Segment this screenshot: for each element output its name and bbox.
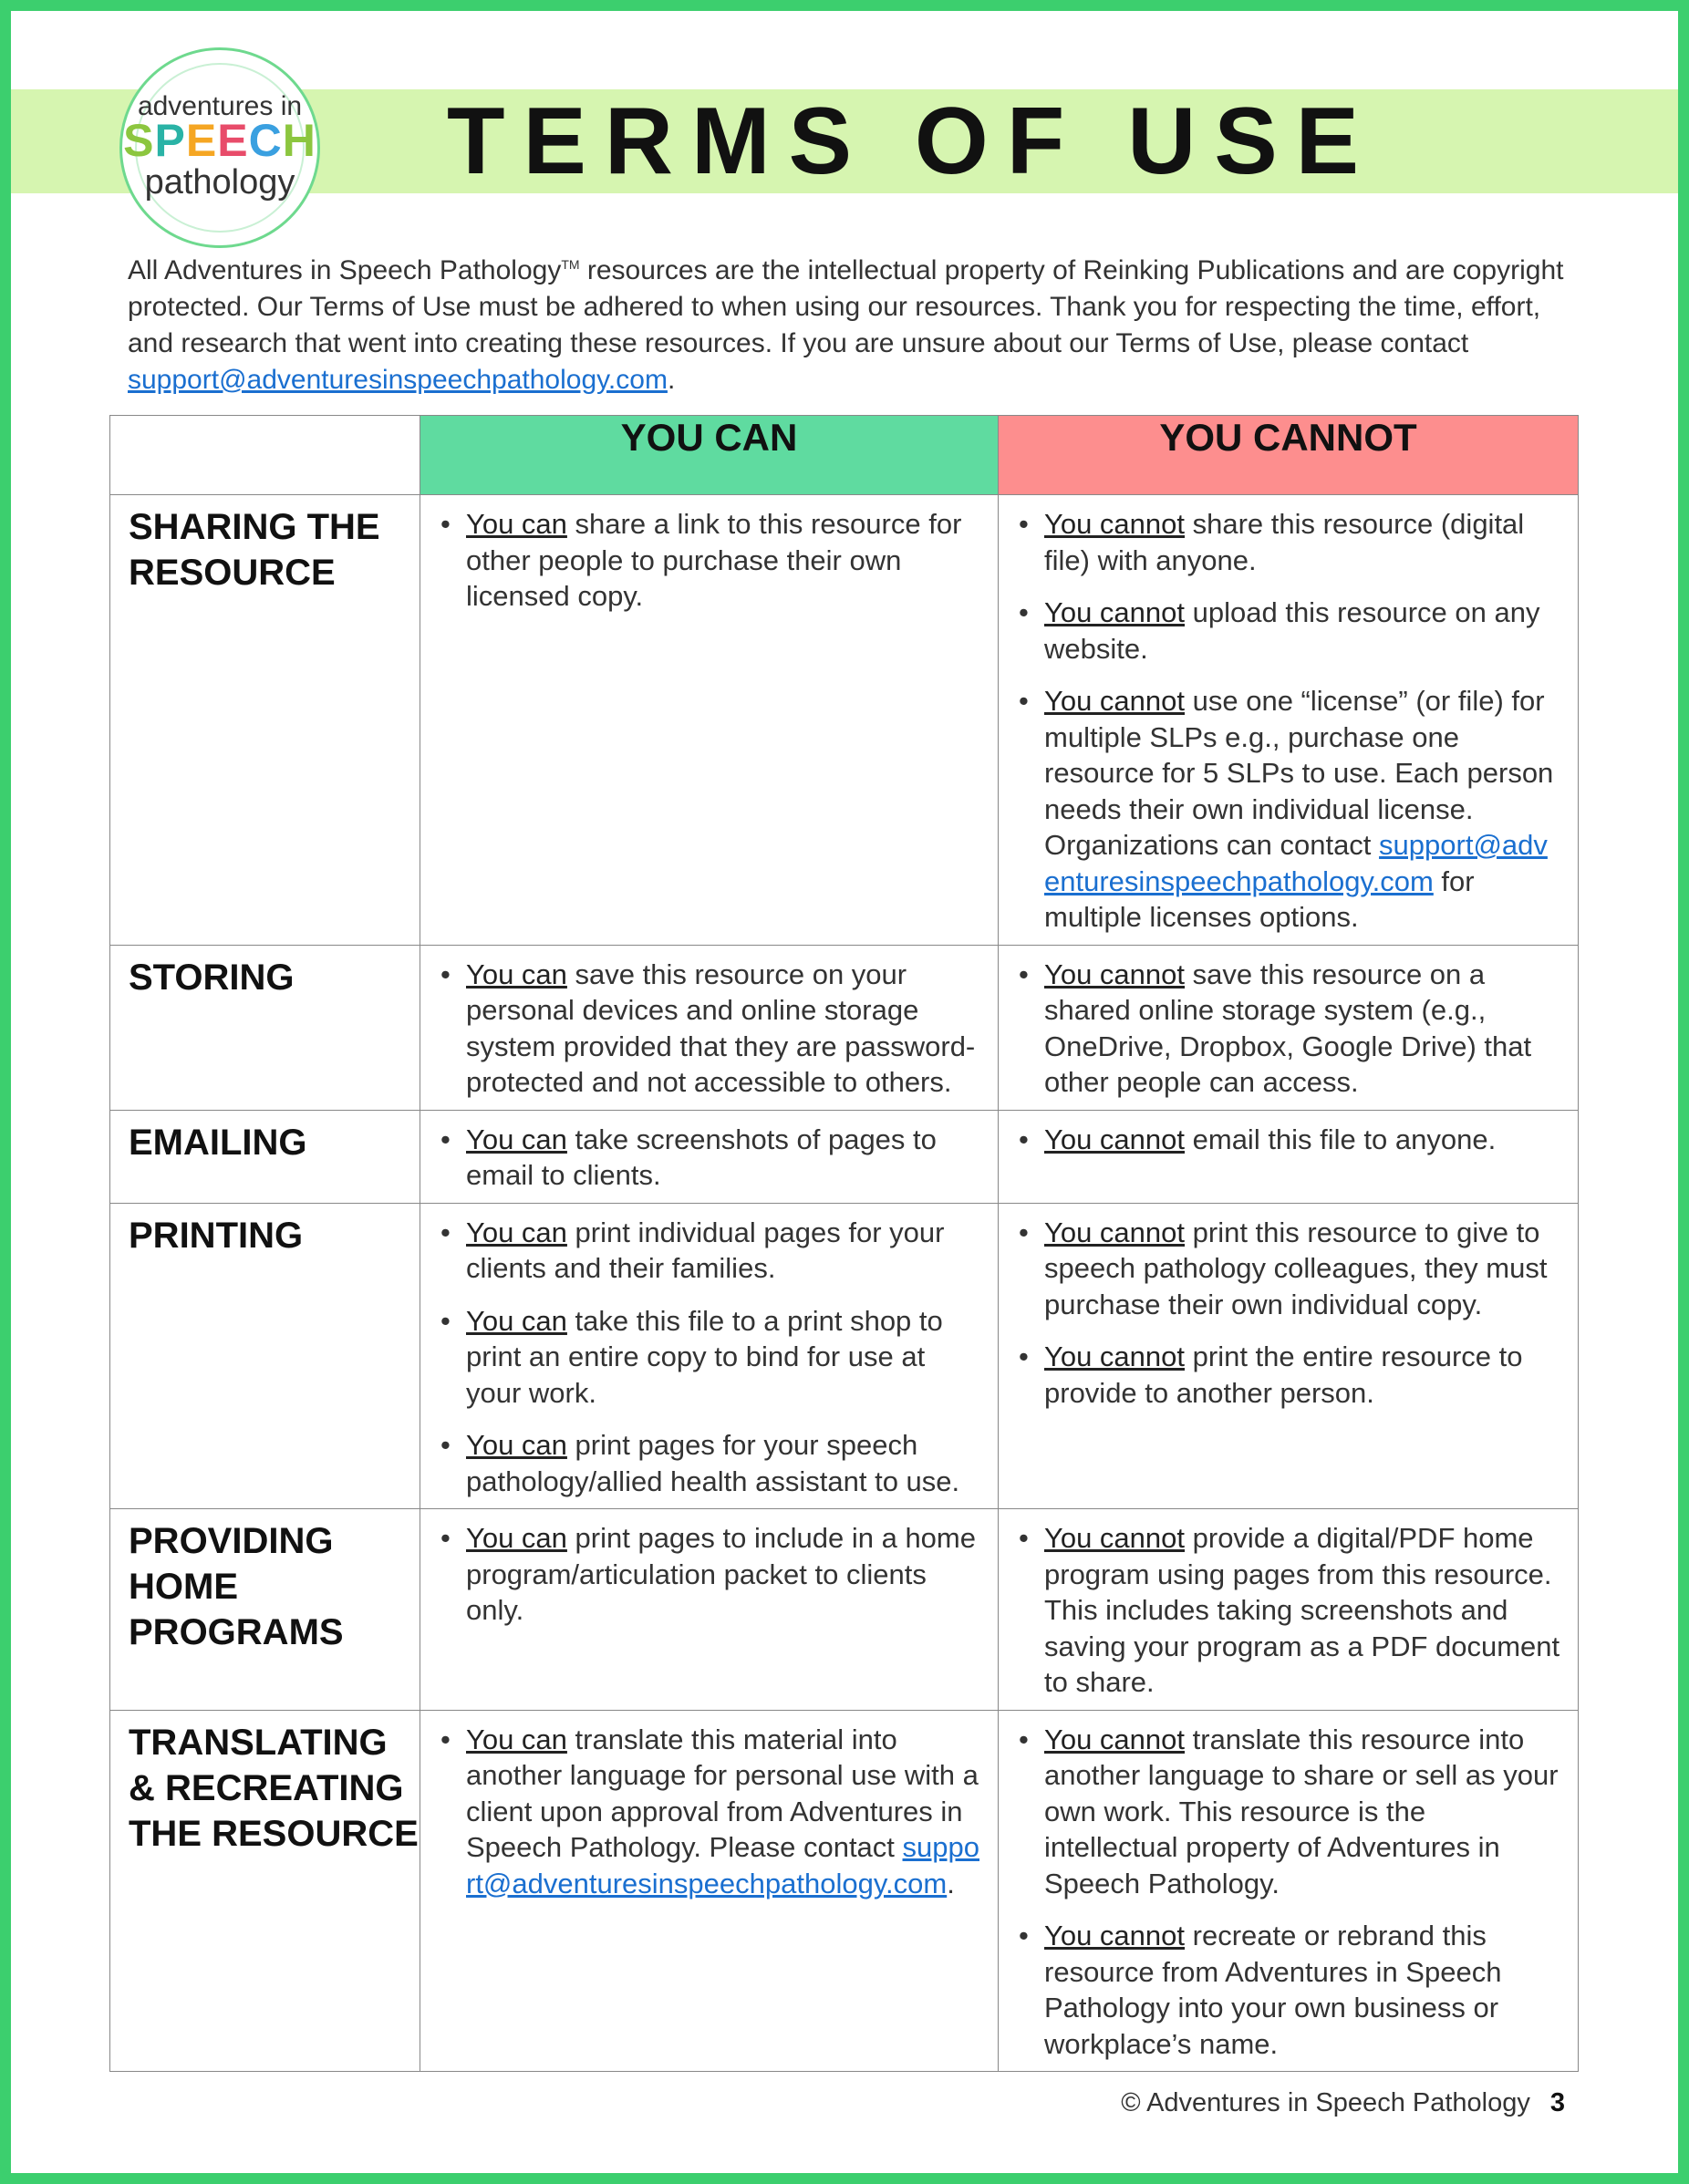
- cell-you-can: [420, 495, 999, 946]
- item-text: share this resource (digital file) with anyone.: [1044, 508, 1525, 576]
- cell-you-cannot: [999, 495, 1579, 946]
- list-item: [1017, 595, 1563, 667]
- support-email-link[interactable]: support@adventuresinspeechpathology.com: [128, 365, 668, 395]
- item-lead: You cannot: [1044, 1216, 1186, 1248]
- item-lead: You can: [466, 957, 567, 990]
- item-text: email this file to anyone.: [1185, 1123, 1497, 1155]
- item-lead: You cannot: [1044, 685, 1186, 717]
- cell-you-can: [420, 945, 999, 1110]
- logo-letter: P: [154, 115, 186, 166]
- item-lead: You can: [466, 1123, 567, 1155]
- page-number: 3: [1549, 2088, 1565, 2117]
- bullet-list: [999, 495, 1578, 945]
- item-lead: You can: [466, 1522, 567, 1554]
- item-text: save this resource on a shared online storage system (e.g., OneDrive, Dropbox, Google Drive) that other people can access.: [1044, 957, 1532, 1098]
- header-blank-cell: [110, 416, 420, 495]
- row-category: PRINTING: [110, 1203, 420, 1509]
- bullet-list: [420, 495, 998, 624]
- cell-you-can: [420, 1110, 999, 1203]
- page-footer: [1121, 2088, 1565, 2118]
- bullet-list: [420, 1509, 998, 1638]
- bullet-list: [420, 946, 998, 1110]
- row-category: PROVIDING HOME PROGRAMS: [110, 1509, 420, 1711]
- trademark-mark: TM: [561, 257, 580, 272]
- logo-text-top: adventures in: [137, 91, 303, 121]
- cell-you-can: [420, 1509, 999, 1711]
- bullet-list: [420, 1111, 998, 1203]
- item-tail: .: [947, 1867, 955, 1899]
- item-lead: You cannot: [1044, 508, 1186, 540]
- table-row: [110, 945, 1579, 1110]
- item-lead: You can: [466, 1429, 567, 1461]
- cell-you-cannot: [999, 1203, 1579, 1509]
- item-lead: You cannot: [1044, 1723, 1186, 1755]
- row-category: SHARING THE RESOURCE: [110, 495, 420, 946]
- item-text: translate this material into another language for personal use with a client upon approval from Adventures in Speech Pathology. Please contact: [466, 1723, 979, 1863]
- brand-logo: [119, 47, 320, 248]
- list-item: [1017, 1122, 1563, 1158]
- intro-end: .: [667, 365, 676, 395]
- list-item: [439, 1427, 983, 1499]
- table-row: [110, 1110, 1579, 1203]
- item-text: print pages to include in a home program/articulation packet to clients only.: [466, 1522, 976, 1626]
- list-item: [1017, 1520, 1563, 1701]
- item-text: print this resource to give to speech pathology colleagues, they must purchase their own individual copy.: [1044, 1216, 1548, 1320]
- list-item: [439, 1215, 983, 1287]
- header-you-can: YOU CAN: [420, 416, 999, 495]
- item-lead: You can: [466, 1216, 567, 1248]
- list-item: [1017, 506, 1563, 578]
- list-item: [439, 957, 983, 1101]
- row-category: STORING: [110, 945, 420, 1110]
- support-email-link[interactable]: support@adventuresinspeechpathology.com: [466, 1831, 979, 1899]
- row-category: TRANSLATING & RECREATING THE RESOURCE: [110, 1710, 420, 2072]
- logo-text-bottom: pathology: [144, 163, 295, 202]
- item-lead: You cannot: [1044, 1123, 1186, 1155]
- table-row: [110, 495, 1579, 946]
- intro-text-cont: resources are the intellectual property of Reinking Publications and are copyright protected. Our Terms of Use must be adhered to when using our resources. Thank you for respecting the time, effort, and research that went into creating these resources. If you are unsure about our Terms of Use, please contact: [128, 255, 1564, 358]
- item-text: upload this resource on any website.: [1044, 596, 1540, 665]
- item-lead: You can: [466, 508, 567, 540]
- intro-text: All Adventures in Speech Pathology: [128, 255, 562, 285]
- item-text: print the entire resource to provide to another person.: [1044, 1340, 1523, 1409]
- cell-you-cannot: [999, 1509, 1579, 1711]
- item-lead: You cannot: [1044, 957, 1186, 990]
- list-item: [439, 1303, 983, 1412]
- cell-you-can: [420, 1203, 999, 1509]
- logo-letter: E: [185, 115, 218, 166]
- item-text: save this resource on your personal devices and online storage system provided that they are password-protected and not accessible to others.: [466, 957, 976, 1098]
- item-lead: You cannot: [1044, 1522, 1186, 1554]
- table-row: [110, 1710, 1579, 2072]
- item-text: use one “license” (or file) for multiple SLPs e.g., purchase one resource for 5 SLPs to use. Each person needs their own individual license. Organizations can contact: [1044, 685, 1554, 861]
- cell-you-cannot: [999, 945, 1579, 1110]
- item-lead: You cannot: [1044, 1340, 1186, 1372]
- intro-paragraph: [128, 246, 1569, 399]
- item-lead: You can: [466, 1723, 567, 1755]
- bullet-list: [999, 946, 1578, 1110]
- logo-letter: E: [217, 115, 249, 166]
- item-lead: You cannot: [1044, 596, 1186, 628]
- item-text: print pages for your speech pathology/allied health assistant to use.: [466, 1429, 960, 1497]
- item-text: translate this resource into another language to share or sell as your own work. This resource is the intellectual property of Adventures in Speech Pathology.: [1044, 1723, 1559, 1899]
- bullet-list: [999, 1111, 1578, 1167]
- bullet-list: [999, 1711, 1578, 2072]
- item-text: share a link to this resource for other people to purchase their own licensed copy.: [466, 508, 962, 612]
- logo-letter: H: [282, 115, 316, 166]
- item-tail: for multiple licenses options.: [1044, 864, 1475, 933]
- bullet-list: [420, 1711, 998, 1911]
- list-item: [1017, 1215, 1563, 1323]
- list-item: [439, 506, 983, 615]
- cell-you-can: [420, 1710, 999, 2072]
- row-category: EMAILING: [110, 1110, 420, 1203]
- support-email-link[interactable]: support@adventuresinspeechpathology.com: [1044, 829, 1548, 897]
- page-title: TERMS OF USE: [447, 88, 1378, 194]
- header-you-cannot: YOU CANNOT: [999, 416, 1579, 495]
- logo-letter: C: [248, 115, 283, 166]
- bullet-list: [420, 1204, 998, 1509]
- terms-table-body: [110, 495, 1579, 2072]
- item-text: recreate or rebrand this resource from Adventures in Speech Pathology into your own business or workplace’s name.: [1044, 1920, 1502, 2060]
- logo-text-speech: [122, 114, 317, 167]
- list-item: [1017, 1722, 1563, 1902]
- footer-copyright: © Adventures in Speech Pathology: [1121, 2088, 1530, 2117]
- table-header-row: [110, 416, 1579, 495]
- item-text: take screenshots of pages to email to clients.: [466, 1123, 937, 1191]
- table-row: [110, 1203, 1579, 1509]
- item-text: print individual pages for your clients and their families.: [466, 1216, 945, 1284]
- terms-table: [109, 415, 1579, 2072]
- item-text: provide a digital/PDF home program using pages from this resource. This includes taking screenshots and saving your program as a PDF document to share.: [1044, 1522, 1560, 1698]
- list-item: [1017, 957, 1563, 1101]
- item-lead: You can: [466, 1304, 567, 1337]
- list-item: [439, 1122, 983, 1194]
- list-item: [439, 1520, 983, 1629]
- item-lead: You cannot: [1044, 1920, 1186, 1951]
- list-item: [1017, 683, 1563, 936]
- bullet-list: [999, 1509, 1578, 1710]
- list-item: [1017, 1918, 1563, 2062]
- cell-you-cannot: [999, 1110, 1579, 1203]
- list-item: [1017, 1339, 1563, 1411]
- list-item: [439, 1722, 983, 1902]
- logo-letter: S: [123, 115, 155, 166]
- item-text: take this file to a print shop to print an entire copy to bind for use at your work.: [466, 1304, 943, 1409]
- bullet-list: [999, 1204, 1578, 1421]
- cell-you-cannot: [999, 1710, 1579, 2072]
- table-row: [110, 1509, 1579, 1711]
